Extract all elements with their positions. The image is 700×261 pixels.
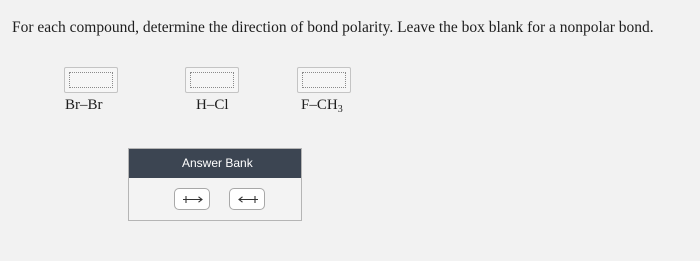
- answer-bank-title: Answer Bank: [129, 149, 301, 178]
- compound-subscript: 3: [337, 104, 343, 115]
- answer-drop-box-h-cl[interactable]: [185, 67, 239, 93]
- answer-bank-item-arrow-left[interactable]: [229, 188, 265, 210]
- polarity-arrow-right-icon: [182, 195, 204, 204]
- compound-formula: F–CH: [301, 97, 338, 113]
- answer-bank: [128, 148, 302, 221]
- question-instruction: For each compound, determine the direction of bond polarity. Leave the box blank for a nonpolar bond.: [12, 19, 654, 36]
- answer-drop-box-f-ch3[interactable]: [297, 67, 351, 93]
- polarity-arrow-left-icon: [237, 195, 259, 204]
- compound-formula: H–Cl: [196, 97, 229, 113]
- answer-bank-item-arrow-right[interactable]: [174, 188, 210, 210]
- answer-drop-box-br-br[interactable]: [64, 67, 118, 93]
- compound-label-br-br: [65, 96, 103, 114]
- compound-label-f-ch3: [301, 96, 343, 119]
- compound-label-h-cl: [196, 96, 229, 114]
- compound-formula: Br–Br: [65, 97, 103, 113]
